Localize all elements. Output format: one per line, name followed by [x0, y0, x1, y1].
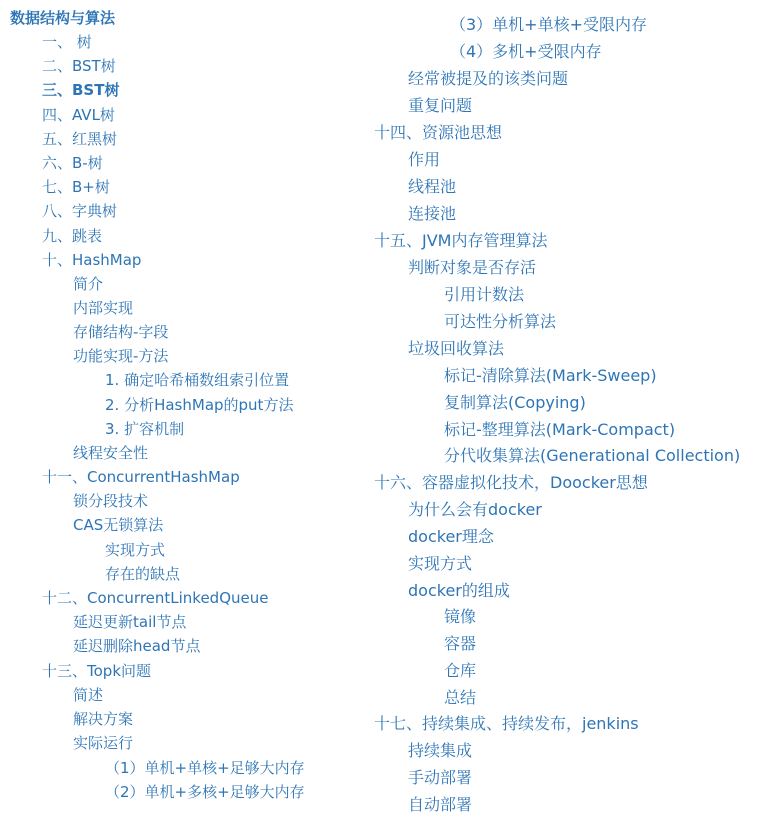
toc-item-topk-summary[interactable]: 简述 — [73, 686, 104, 704]
toc-item-docker-impl[interactable]: 实现方式 — [408, 554, 473, 573]
toc-item-cas[interactable]: CAS无锁算法 — [73, 516, 164, 534]
toc-item-duplicate-questions[interactable]: 重复问题 — [408, 96, 473, 115]
toc-item-docker-image[interactable]: 镜像 — [444, 607, 477, 626]
toc-item-common-questions[interactable]: 经常被提及的该类问题 — [408, 69, 569, 88]
toc-item-hash-index[interactable]: 1. 确定哈希桶数组索引位置 — [105, 371, 290, 389]
toc-item-bplustree[interactable]: 七、B+树 — [42, 178, 110, 196]
toc-item-tree[interactable]: 一、 树 — [42, 33, 92, 51]
toc-item-thread-pool[interactable]: 线程池 — [408, 177, 457, 196]
toc-item-jvm-memory[interactable]: 十五、JVM内存管理算法 — [374, 231, 548, 250]
toc-item-cas-impl[interactable]: 实现方式 — [105, 541, 166, 559]
toc-item-bst[interactable]: 二、BST树 — [42, 57, 116, 75]
toc-item-cas-drawbacks[interactable]: 存在的缺点 — [105, 565, 181, 583]
toc-item-why-docker[interactable]: 为什么会有docker — [408, 500, 542, 519]
toc-item-pool-purpose[interactable]: 作用 — [408, 150, 441, 169]
toc-item-topk-case2[interactable]: （2）单机+多核+足够大内存 — [105, 783, 305, 801]
toc-item-copying[interactable]: 复制算法(Copying) — [444, 393, 586, 412]
toc-item-docker-summary[interactable]: 总结 — [444, 688, 477, 707]
toc-item-topk-running[interactable]: 实际运行 — [73, 734, 134, 752]
toc-item-object-alive[interactable]: 判断对象是否存活 — [408, 258, 537, 277]
toc-item-docker-container[interactable]: 容器 — [444, 634, 477, 653]
toc-item-ref-counting[interactable]: 引用计数法 — [444, 285, 525, 304]
toc-item-resize[interactable]: 3. 扩容机制 — [105, 420, 185, 438]
toc-item-manual-deploy[interactable]: 手动部署 — [408, 768, 473, 787]
toc-item-gc-algorithms[interactable]: 垃圾回收算法 — [408, 339, 505, 358]
toc-item-continuous-integration[interactable]: 持续集成 — [408, 741, 473, 760]
toc-item-mark-sweep[interactable]: 标记-清除算法(Mark-Sweep) — [444, 366, 657, 385]
toc-item-container-virtualization[interactable]: 十六、容器虚拟化技术，Doocker思想 — [374, 473, 648, 492]
toc-item-skiplist[interactable]: 九、跳表 — [42, 227, 103, 245]
toc-item-hashmap-fields[interactable]: 存储结构-字段 — [73, 323, 169, 341]
toc-item-topk-solution[interactable]: 解决方案 — [73, 710, 134, 728]
toc-item-thread-safety[interactable]: 线程安全性 — [73, 444, 149, 462]
toc-item-hashmap-internal[interactable]: 内部实现 — [73, 299, 134, 317]
toc-title: 数据结构与算法 — [10, 9, 116, 27]
toc-item-topk-case1[interactable]: （1）单机+单核+足够大内存 — [105, 759, 305, 777]
toc-item-docker-registry[interactable]: 仓库 — [444, 661, 477, 680]
toc-item-generational[interactable]: 分代收集算法(Generational Collection) — [444, 446, 741, 465]
toc-item-concurrentlinkedqueue[interactable]: 十二、ConcurrentLinkedQueue — [42, 589, 269, 607]
toc-item-concurrenthashmap[interactable]: 十一、ConcurrentHashMap — [42, 468, 240, 486]
toc-item-docker-concept[interactable]: docker理念 — [408, 527, 494, 546]
toc-item-lazy-head[interactable]: 延迟删除head节点 — [73, 637, 201, 655]
toc-item-auto-deploy[interactable]: 自动部署 — [408, 795, 473, 814]
toc-item-put-method[interactable]: 2. 分析HashMap的put方法 — [105, 396, 294, 414]
toc-item-docker-components[interactable]: docker的组成 — [408, 581, 510, 600]
toc-item-hashmap-methods[interactable]: 功能实现-方法 — [73, 347, 169, 365]
toc-item-topk[interactable]: 十三、Topk问题 — [42, 662, 151, 680]
toc-item-bst-current[interactable]: 三、BST树 — [42, 81, 120, 99]
toc-item-hashmap[interactable]: 十、HashMap — [42, 251, 142, 269]
toc-item-mark-compact[interactable]: 标记-整理算法(Mark-Compact) — [444, 420, 676, 439]
toc-item-connection-pool[interactable]: 连接池 — [408, 204, 457, 223]
toc-item-hashmap-intro[interactable]: 简介 — [73, 275, 104, 293]
toc-item-trie[interactable]: 八、字典树 — [42, 202, 118, 220]
toc-item-ci-cd-jenkins[interactable]: 十七、持续集成、持续发布，jenkins — [374, 714, 639, 733]
toc-item-rbtree[interactable]: 五、红黑树 — [42, 130, 118, 148]
toc-item-resource-pool[interactable]: 十四、资源池思想 — [374, 123, 503, 142]
toc-item-btree[interactable]: 六、B-树 — [42, 154, 103, 172]
toc-item-avl[interactable]: 四、AVL树 — [42, 106, 115, 124]
toc-item-topk-case4[interactable]: （4）多机+受限内存 — [450, 42, 602, 61]
toc-item-reachability[interactable]: 可达性分析算法 — [444, 312, 557, 331]
toc-item-topk-case3[interactable]: （3）单机+单核+受限内存 — [450, 15, 647, 34]
toc-item-lazy-tail[interactable]: 延迟更新tail节点 — [73, 613, 187, 631]
toc-item-segment-lock[interactable]: 锁分段技术 — [73, 492, 149, 510]
